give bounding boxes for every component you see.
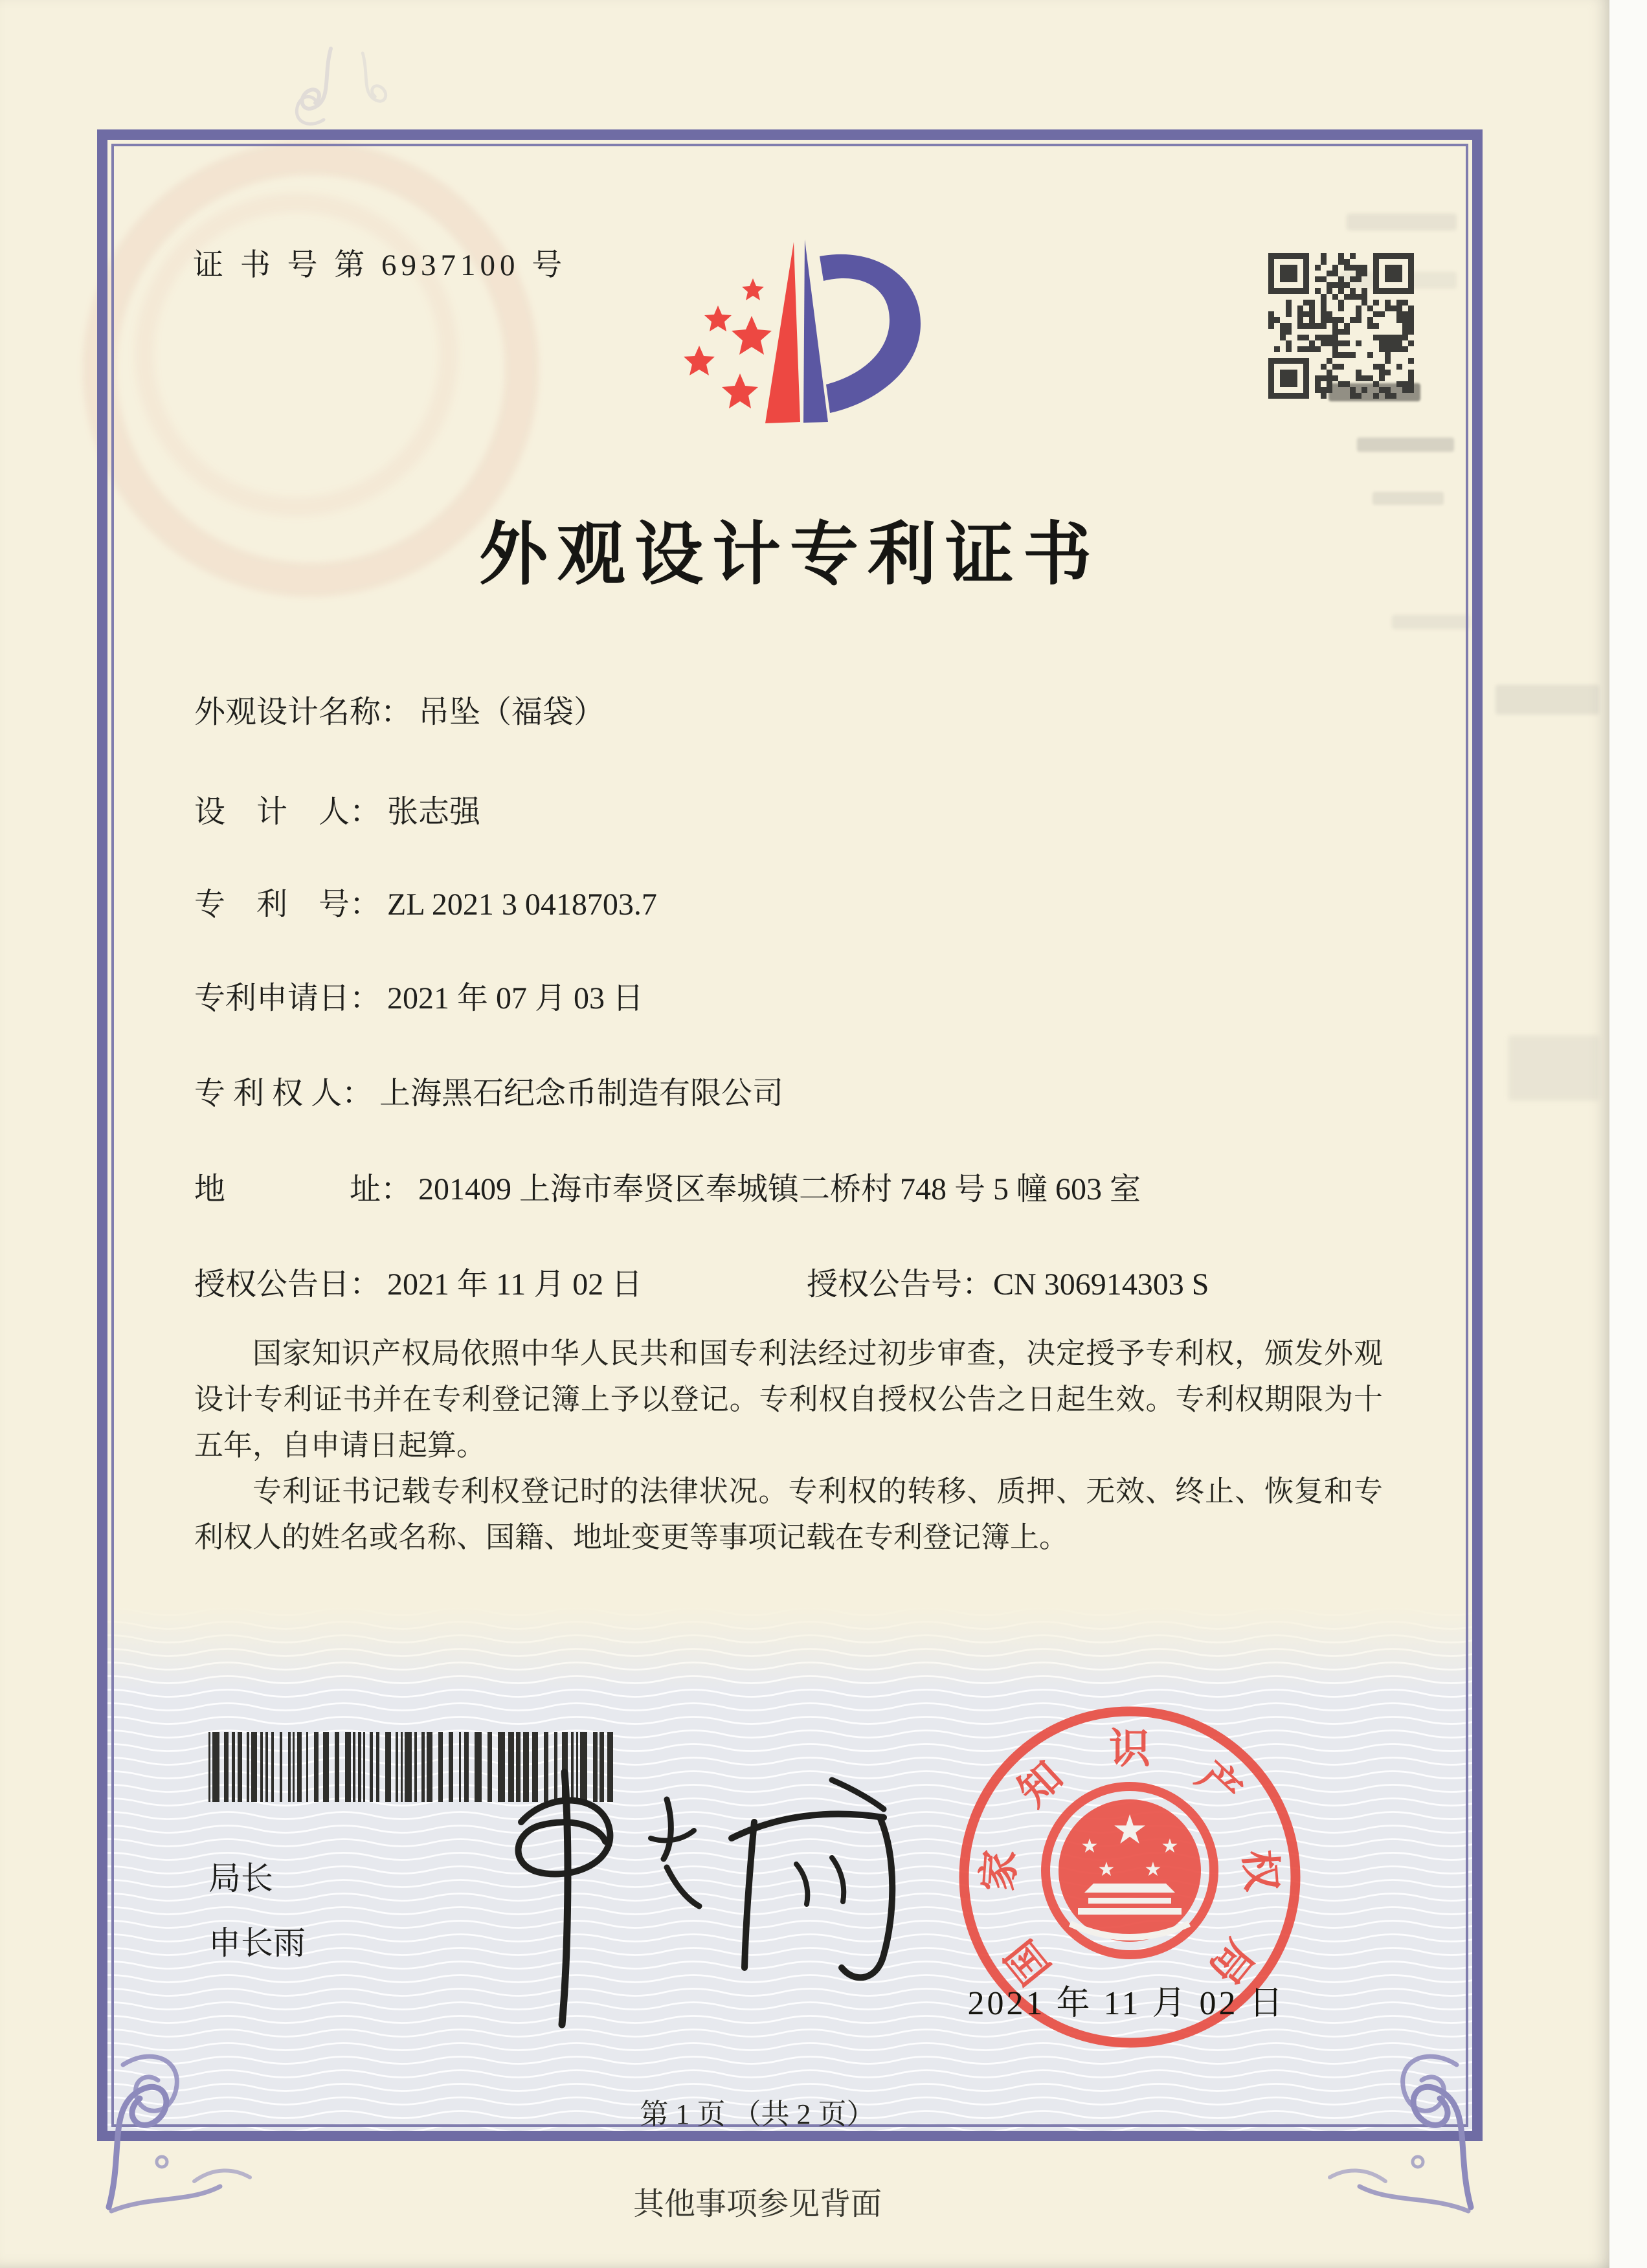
bleedthrough-mark [1496,685,1599,715]
bleedthrough-mark [1347,214,1457,230]
body-paragraph-1: 国家知识产权局依照中华人民共和国专利法经过初步审查，决定授予专利权，颁发外观设计专利证书并在专利登记簿上予以登记。专利权自授权公告之日起生效。专利权期限为十五年，自申请日起算。 [194,1337,1383,1462]
field-value: 上海黑石纪念币制造有限公司 [379,1076,784,1111]
svg-text:国: 国 [997,1931,1059,1993]
svg-text:★: ★ [1097,1858,1115,1881]
field-label: 专利申请日： [194,981,381,1016]
field-value: 2021 年 11 月 02 日 [387,1267,643,1302]
certificate-title: 外观设计专利证书 [479,517,1101,593]
seal-date: 2021 年 11 月 02 日 [967,1985,1286,2022]
field-label: 专 利 号： [194,887,381,922]
field-patentee [194,1068,783,1113]
field-label: 设 计 人： [194,795,381,829]
cnipa-logo-icon [667,208,939,467]
back-side-note: 其他事项参见背面 [633,2187,882,2221]
field-label: 授权公告号： [807,1267,994,1302]
svg-text:权: 权 [1235,1848,1285,1893]
field-design-name [194,687,605,731]
national-emblem [1046,1786,1214,1955]
ornament-bleedthrough [353,50,431,128]
field-value: 张志强 [387,795,481,829]
field-label: 授权公告日： [194,1267,381,1302]
body-paragraph-2: 专利证书记载专利权登记时的法律状况。专利权的转移、质押、无效、终止、恢复和专利权人的姓名或名称、国籍、地址变更等事项记载在专利登记簿上。 [194,1475,1383,1553]
field-label: 地 址： [194,1172,412,1206]
qr-code [1266,251,1419,404]
svg-text:局: 局 [1200,1931,1262,1993]
ornament-bleedthrough [246,45,343,142]
svg-text:产: 产 [1188,1753,1250,1816]
handwritten-signature [453,1761,945,2032]
svg-text:识: 识 [1109,1726,1150,1772]
field-designer [194,786,480,831]
issuer-title: 局长 [208,1860,273,1896]
bleedthrough-mark [1508,1036,1599,1100]
page-number: 第 1 页 （共 2 页） [640,2098,875,2130]
svg-text:★: ★ [1112,1806,1148,1853]
wave-fade [107,1606,1472,1691]
legal-body-text [194,1331,1383,1561]
field-value: 201409 上海市奉贤区奉城镇二桥村 748 号 5 幢 603 室 [418,1172,1141,1206]
bleedthrough-mark [1357,438,1454,452]
field-value: CN 306914303 S [993,1267,1209,1302]
issuer-name: 申长雨 [208,1925,306,1961]
field-value: 2021 年 07 月 03 日 [387,981,644,1016]
svg-text:知: 知 [1009,1753,1071,1816]
field-address [194,1164,1141,1208]
field-label: 专 利 权 人： [194,1076,374,1111]
field-patent-number [194,879,657,924]
certificate-number: 证 书 号 第 6937100 号 [193,249,567,282]
svg-text:★: ★ [1161,1835,1179,1858]
svg-text:★: ★ [1144,1858,1162,1881]
svg-text:家: 家 [974,1848,1024,1893]
field-grant-date [194,1259,642,1304]
field-grant-number [807,1259,1209,1304]
bleedthrough-mark [1392,615,1470,629]
svg-text:★: ★ [1081,1835,1099,1858]
field-value: ZL 2021 3 0418703.7 [387,887,657,922]
field-label: 外观设计名称： [194,695,412,729]
field-value: 吊坠（福袋） [418,695,605,729]
field-filing-date [194,973,644,1017]
